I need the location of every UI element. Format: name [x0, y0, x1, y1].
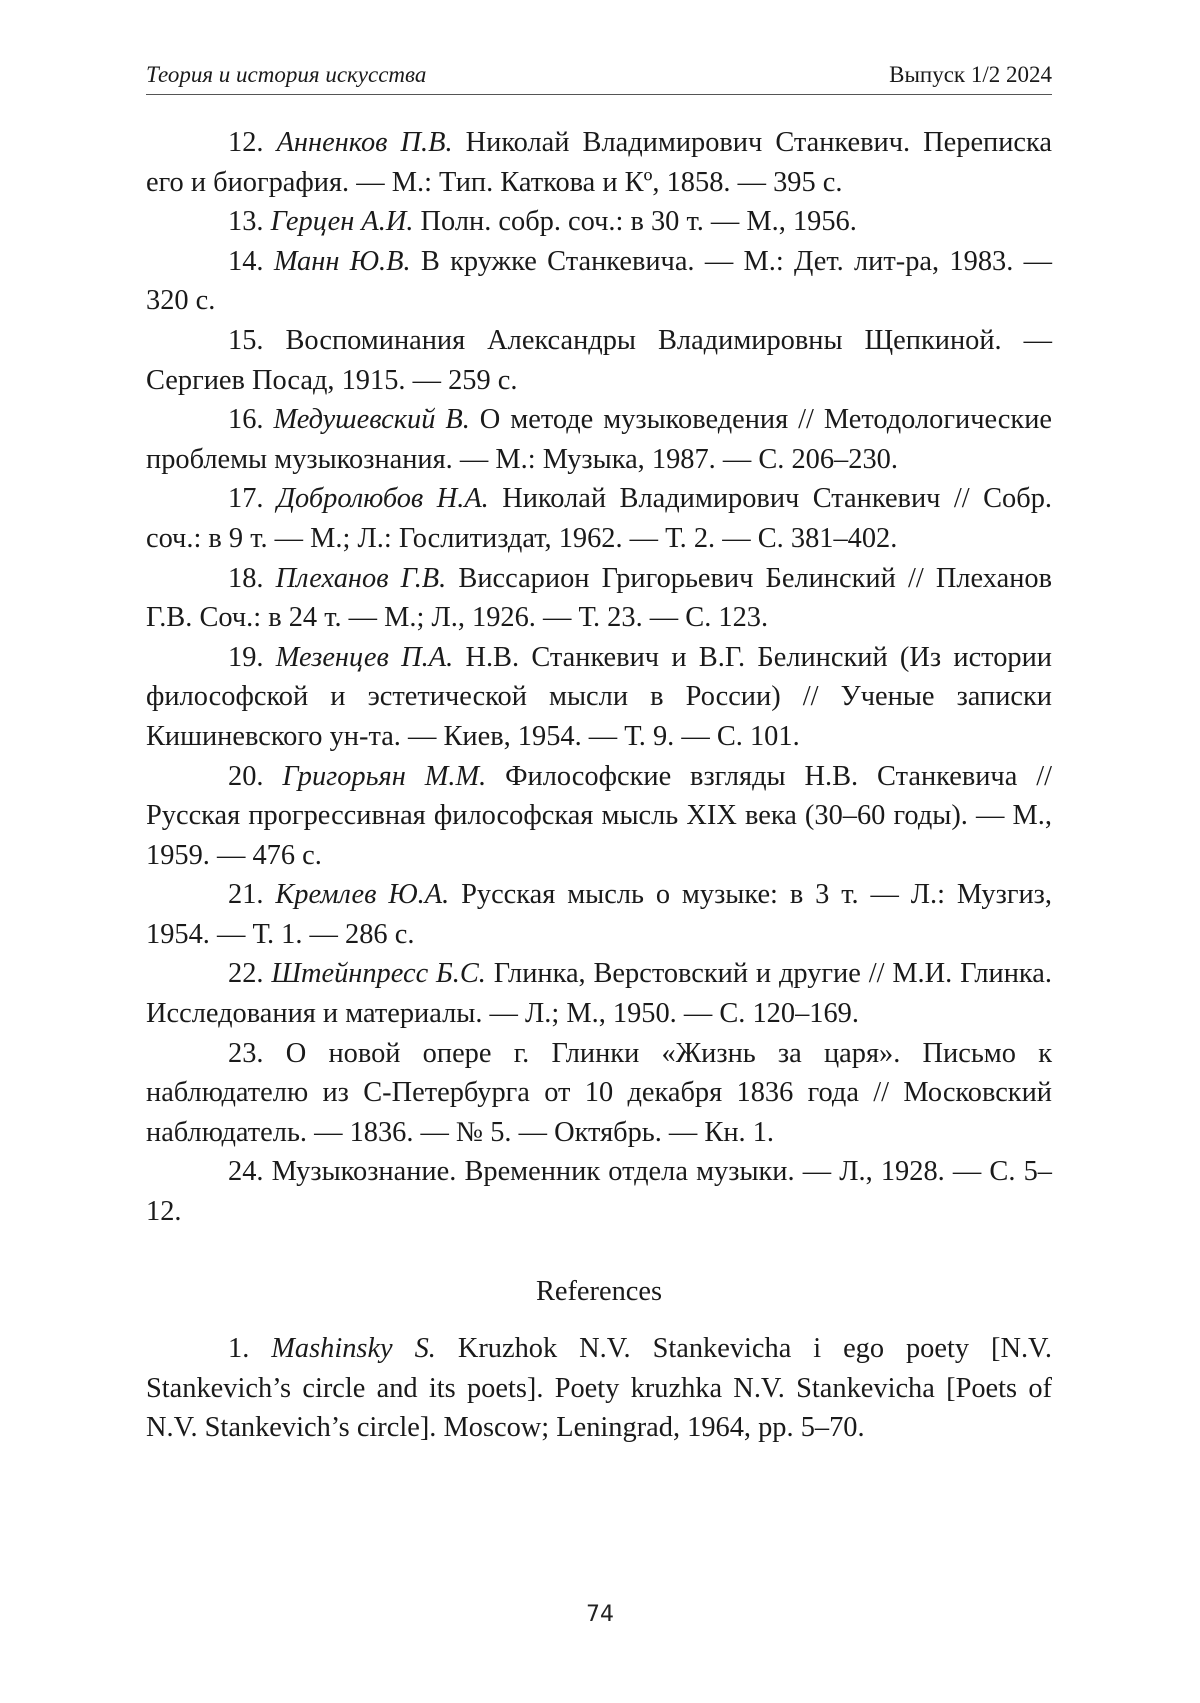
bibliography-entry-18: 18. Плеханов Г.В. Виссарион Григорьевич Белинский // Плеханов Г.В. Соч.: в 24 т. — М.; Л., 1926. — Т. 23. — С. 123.	[146, 559, 1052, 638]
bibliography-entry-23: 23. О новой опере г. Глинки «Жизнь за царя». Письмо к наблюдателю из С-Петербурга от 10 декабря 1836 года // Московский наблюдатель. — 1836. — № 5. — Октябрь. — Кн. 1.	[146, 1034, 1052, 1153]
bibliography-entry-15: 15. Воспоминания Александры Владимировны Щепкиной. — Сергиев Посад, 1915. — 259 с.	[146, 321, 1052, 400]
bibliography-entry-20: 20. Григорьян М.М. Философские взгляды Н.В. Станкевича // Русская прогрессивная философская мысль XIX века (30–60 годы). — М., 1959. — 476 с.	[146, 757, 1052, 876]
bibliography-entry-22: 22. Штейнпресс Б.С. Глинка, Верстовский и другие // М.И. Глинка. Исследования и материалы. — Л.; М., 1950. — С. 120–169.	[146, 954, 1052, 1033]
journal-title: Теория и история искусства	[146, 60, 426, 90]
references-entry-1: 1. Mashinsky S. Kruzhok N.V. Stankevicha i ego poety [N.V. Stankevich’s circle and its poets]. Poety kruzhka N.V. Stankevicha [Poets of N.V. Stankevich’s circle]. Moscow; Leningrad, 1964, pp. 5–70.	[146, 1329, 1052, 1448]
page-number: 74	[0, 1602, 1200, 1627]
bibliography-entry-12: 12. Анненков П.В. Николай Владимирович Станкевич. Переписка его и биография. — М.: Тип. Каткова и Кº, 1858. — 395 с.	[146, 123, 1052, 202]
bibliography-entry-16: 16. Медушевский В. О методе музыковедения // Методологические проблемы музыкознания. — М.: Музыка, 1987. — С. 206–230.	[146, 400, 1052, 479]
page	[146, 60, 1052, 1448]
bibliography-entry-17: 17. Добролюбов Н.А. Николай Владимирович Станкевич // Собр. соч.: в 9 т. — М.; Л.: Гослитиздат, 1962. — Т. 2. — С. 381–402.	[146, 479, 1052, 558]
bibliography-entry-19: 19. Мезенцев П.А. Н.В. Станкевич и В.Г. Белинский (Из истории философской и эстетической мысли в России) // Ученые записки Кишиневского ун-та. — Киев, 1954. — Т. 9. — С. 101.	[146, 638, 1052, 757]
issue-label: Выпуск 1/2 2024	[889, 60, 1052, 90]
bibliography-entry-13: 13. Герцен А.И. Полн. собр. соч.: в 30 т. — М., 1956.	[146, 202, 1052, 242]
bibliography-list	[146, 123, 1052, 1448]
bibliography-entry-21: 21. Кремлев Ю.А. Русская мысль о музыке: в 3 т. — Л.: Музгиз, 1954. — Т. 1. — 286 с.	[146, 875, 1052, 954]
bibliography-entry-24: 24. Музыкознание. Временник отдела музыки. — Л., 1928. — С. 5–12.	[146, 1152, 1052, 1231]
references-heading: References	[146, 1272, 1052, 1312]
bibliography-entry-14: 14. Манн Ю.В. В кружке Станкевича. — М.: Дет. лит-ра, 1983. — 320 с.	[146, 242, 1052, 321]
running-head	[146, 60, 1052, 95]
